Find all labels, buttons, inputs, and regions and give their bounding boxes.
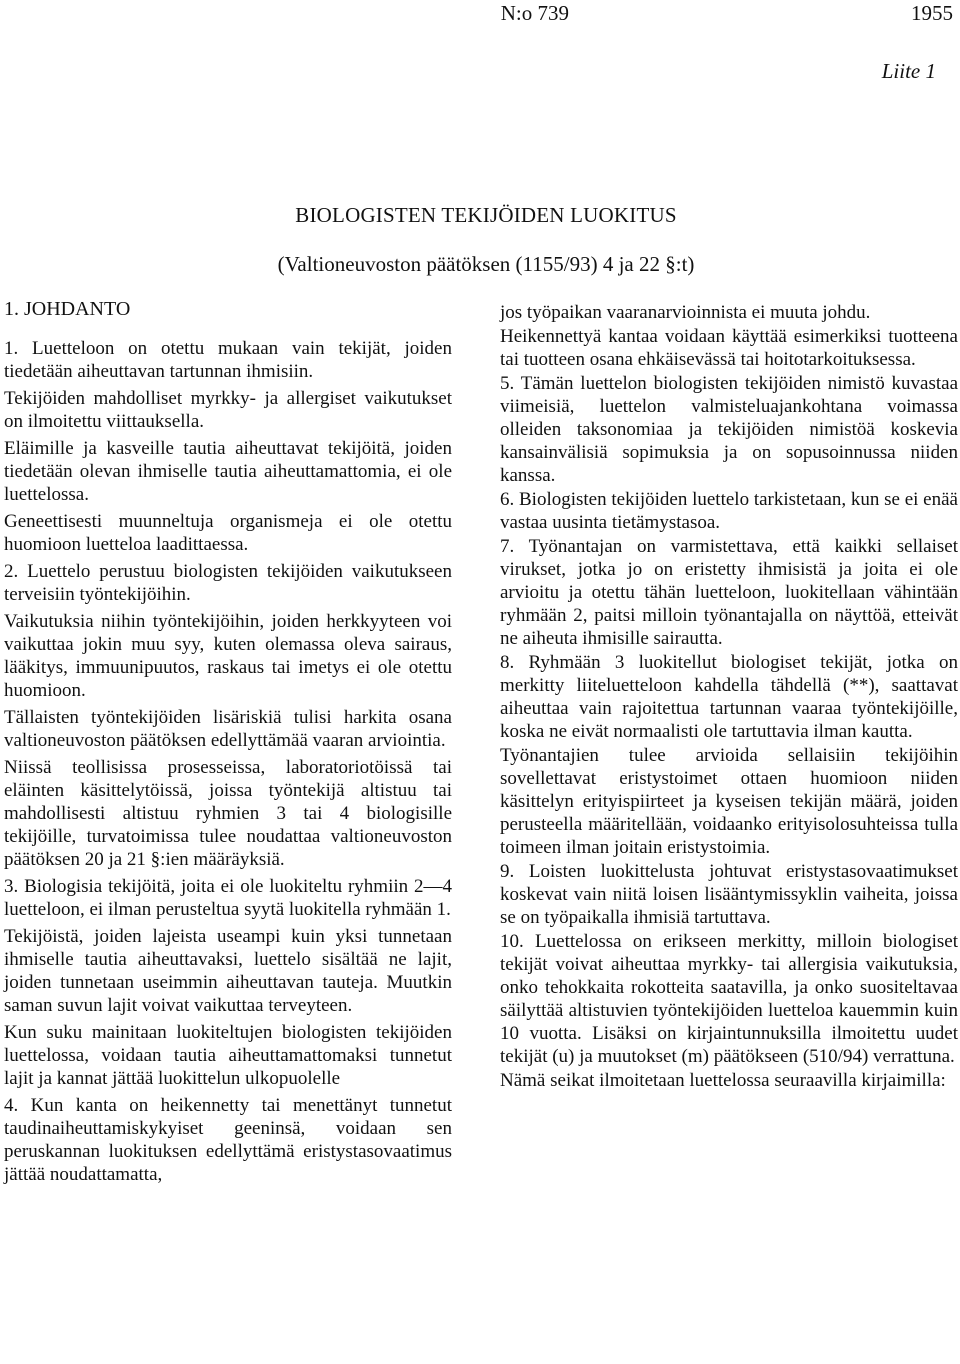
paragraph: Geneettisesti muunneltuja organismeja ei ole otettu huomioon luetteloa laadittaessa. [4, 511, 452, 555]
paragraph: 6. Biologisten tekijöiden luettelo tarkistetaan, kun se ei enää vastaa uusinta tietämystasoa. [500, 489, 958, 533]
paragraph: jos työpaikan vaaranarvioinnista ei muuta johdu. [500, 302, 871, 323]
left-column [4, 298, 452, 1190]
paragraph: 5. Tämän luettelon biologisten tekijöiden nimistö kuvastaa viimeisiä, luettelon valmisteluajankohtana voimassa olleiden taksonomiaa ja tekijöiden nimistöä koskevia kansainvälisiä sopimuksia ja on sopusoinnussa niiden kanssa. [500, 373, 958, 486]
paragraph: Eläimille ja kasveille tautia aiheuttavat tekijöitä, joiden tiedetään olevan ihmiselle tautia aiheuttamattomia, ei ole luettelossa. [4, 438, 452, 505]
paragraph: 9. Loisten luokittelusta johtuvat eristystasovaatimukset koskevat vain niitä loisen lisääntymissyklin vaiheita, joissa se on työpaikalla ihmisiä tartuttava. [500, 861, 958, 928]
paragraph: Vaikutuksia niihin työntekijöihin, joiden herkkyyteen voi vaikuttaa jokin muu syy, kuten olemassa oleva sairaus, lääkitys, immuunipuutos, raskaus tai imetys ei ole otettu huomioon. [4, 611, 452, 701]
appendix-label: Liite 1 [881, 59, 936, 83]
paragraph: Tällaisten työntekijöiden lisäriskiä tulisi harkita osana valtioneuvoston päätöksen edellyttämää vaaran arviointia. [4, 707, 452, 751]
paragraph: Tekijöistä, joiden lajeista useampi kuin yksi tunnetaan ihmiselle tautia aiheuttavaksi, luettelo sisältää ne lajit, joiden tunnetaan useimmin aiheuttavan tauteja. Muutkin saman suvun lajit voivat vaikuttaa terveyteen. [4, 926, 452, 1016]
paragraph: Kun suku mainitaan luokiteltujen biologisten tekijöiden luettelossa, voidaan tautia aiheuttamattomaksi tunnetut lajit ja kannat jättää luokittelun ulkopuolelle [4, 1022, 452, 1089]
paragraph: Työnantajien tulee arvioida sellaisiin tekijöihin sovellettavat eristystoimet ottaen huomioon niiden käsittelyn erityispiirteet ja kyseisen tekijän määrä, joiden perusteella määritellään, voidaanko erityisolosuhteissa tulla toimeen ilman joitain eristystoimia. [500, 745, 958, 858]
publication-year: 1955 [911, 1, 953, 25]
section-heading: 1. JOHDANTO [4, 298, 131, 320]
paragraph: 8. Ryhmään 3 luokitellut biologiset tekijät, jotka on merkitty liiteluetteloon kahdella tähdellä (**), saattavat aiheuttaa vain rajoitettua tartunnan vaaraa työntekijöille, koska ne eivät normaalisti ole tartuttavia ilman kautta. [500, 652, 958, 742]
paragraph: Tekijöiden mahdolliset myrkky- ja allergiset vaikutukset on ilmoitettu viittauksella. [4, 388, 452, 432]
paragraph: 1. Luetteloon on otettu mukaan vain tekijät, joiden tiedetään aiheuttavan tartunnan ihmisiin. [4, 338, 452, 382]
document-title: BIOLOGISTEN TEKIJÖIDEN LUOKITUS [295, 203, 677, 227]
paragraph: 4. Kun kanta on heikennetty tai menettänyt tunnetut taudinaiheuttamiskykyiset geeninsä, voidaan sen peruskannan luokituksen edellyttämä eristystasovaatimus jättää noudattamatta, [4, 1095, 452, 1185]
right-column [500, 301, 958, 1093]
paragraph: Nämä seikat ilmoitetaan luettelossa seuraavilla kirjaimilla: [500, 1070, 946, 1091]
page-number: N:o 739 [500, 1, 569, 25]
paragraph: Niissä teollisissa prosesseissa, laboratoriotöissä tai eläinten käsittelytöissä, joissa työntekijä altistuu tai mahdollisesti altistuu ryhmien 3 tai 4 biologisille tekijöille, turvatoimissa tulee noudattaa valtioneuvoston päätöksen 20 ja 21 §:ien määräyksiä. [4, 757, 452, 870]
paragraph: 10. Luettelossa on erikseen merkitty, milloin biologiset tekijät voivat aiheuttaa myrkky- tai allergisia vaikutuksia, onko tehokkaita rokotteita saatavilla, ja onko suositeltavaa säilyttää altistuvien työntekijöiden luetteloa kauemmin kuin 10 vuotta. Lisäksi on kirjaintunnuksilla ilmoitettu uudet tekijät (u) ja muutokset (m) päätökseen (510/94) verrattuna. [500, 931, 958, 1067]
document-subtitle: (Valtioneuvoston päätöksen (1155/93) 4 ja 22 §:t) [277, 252, 695, 276]
paragraph: 2. Luettelo perustuu biologisten tekijöiden vaikutukseen terveisiin työntekijöihin. [4, 561, 452, 605]
paragraph: Heikennettyä kantaa voidaan käyttää esimerkiksi tuotteena tai tuotteen osana ehkäisevässä tai hoitotarkoituksessa. [500, 326, 958, 370]
paragraph: 3. Biologisia tekijöitä, joita ei ole luokiteltu ryhmiin 2—4 luetteloon, ei ilman perusteltua syytä luokitella ryhmään 1. [4, 876, 452, 920]
paragraph: 7. Työnantajan on varmistettava, että kaikki sellaiset virukset, jotka jo on eristetty ihmisistä ja joita ei ole arvioitu ja otettu tähän luetteloon, luokitellaan vähintään ryhmään 2, paitsi milloin työnantajalla on näyttöä, etteivät ne aiheuta ihmisille sairautta. [500, 536, 958, 649]
